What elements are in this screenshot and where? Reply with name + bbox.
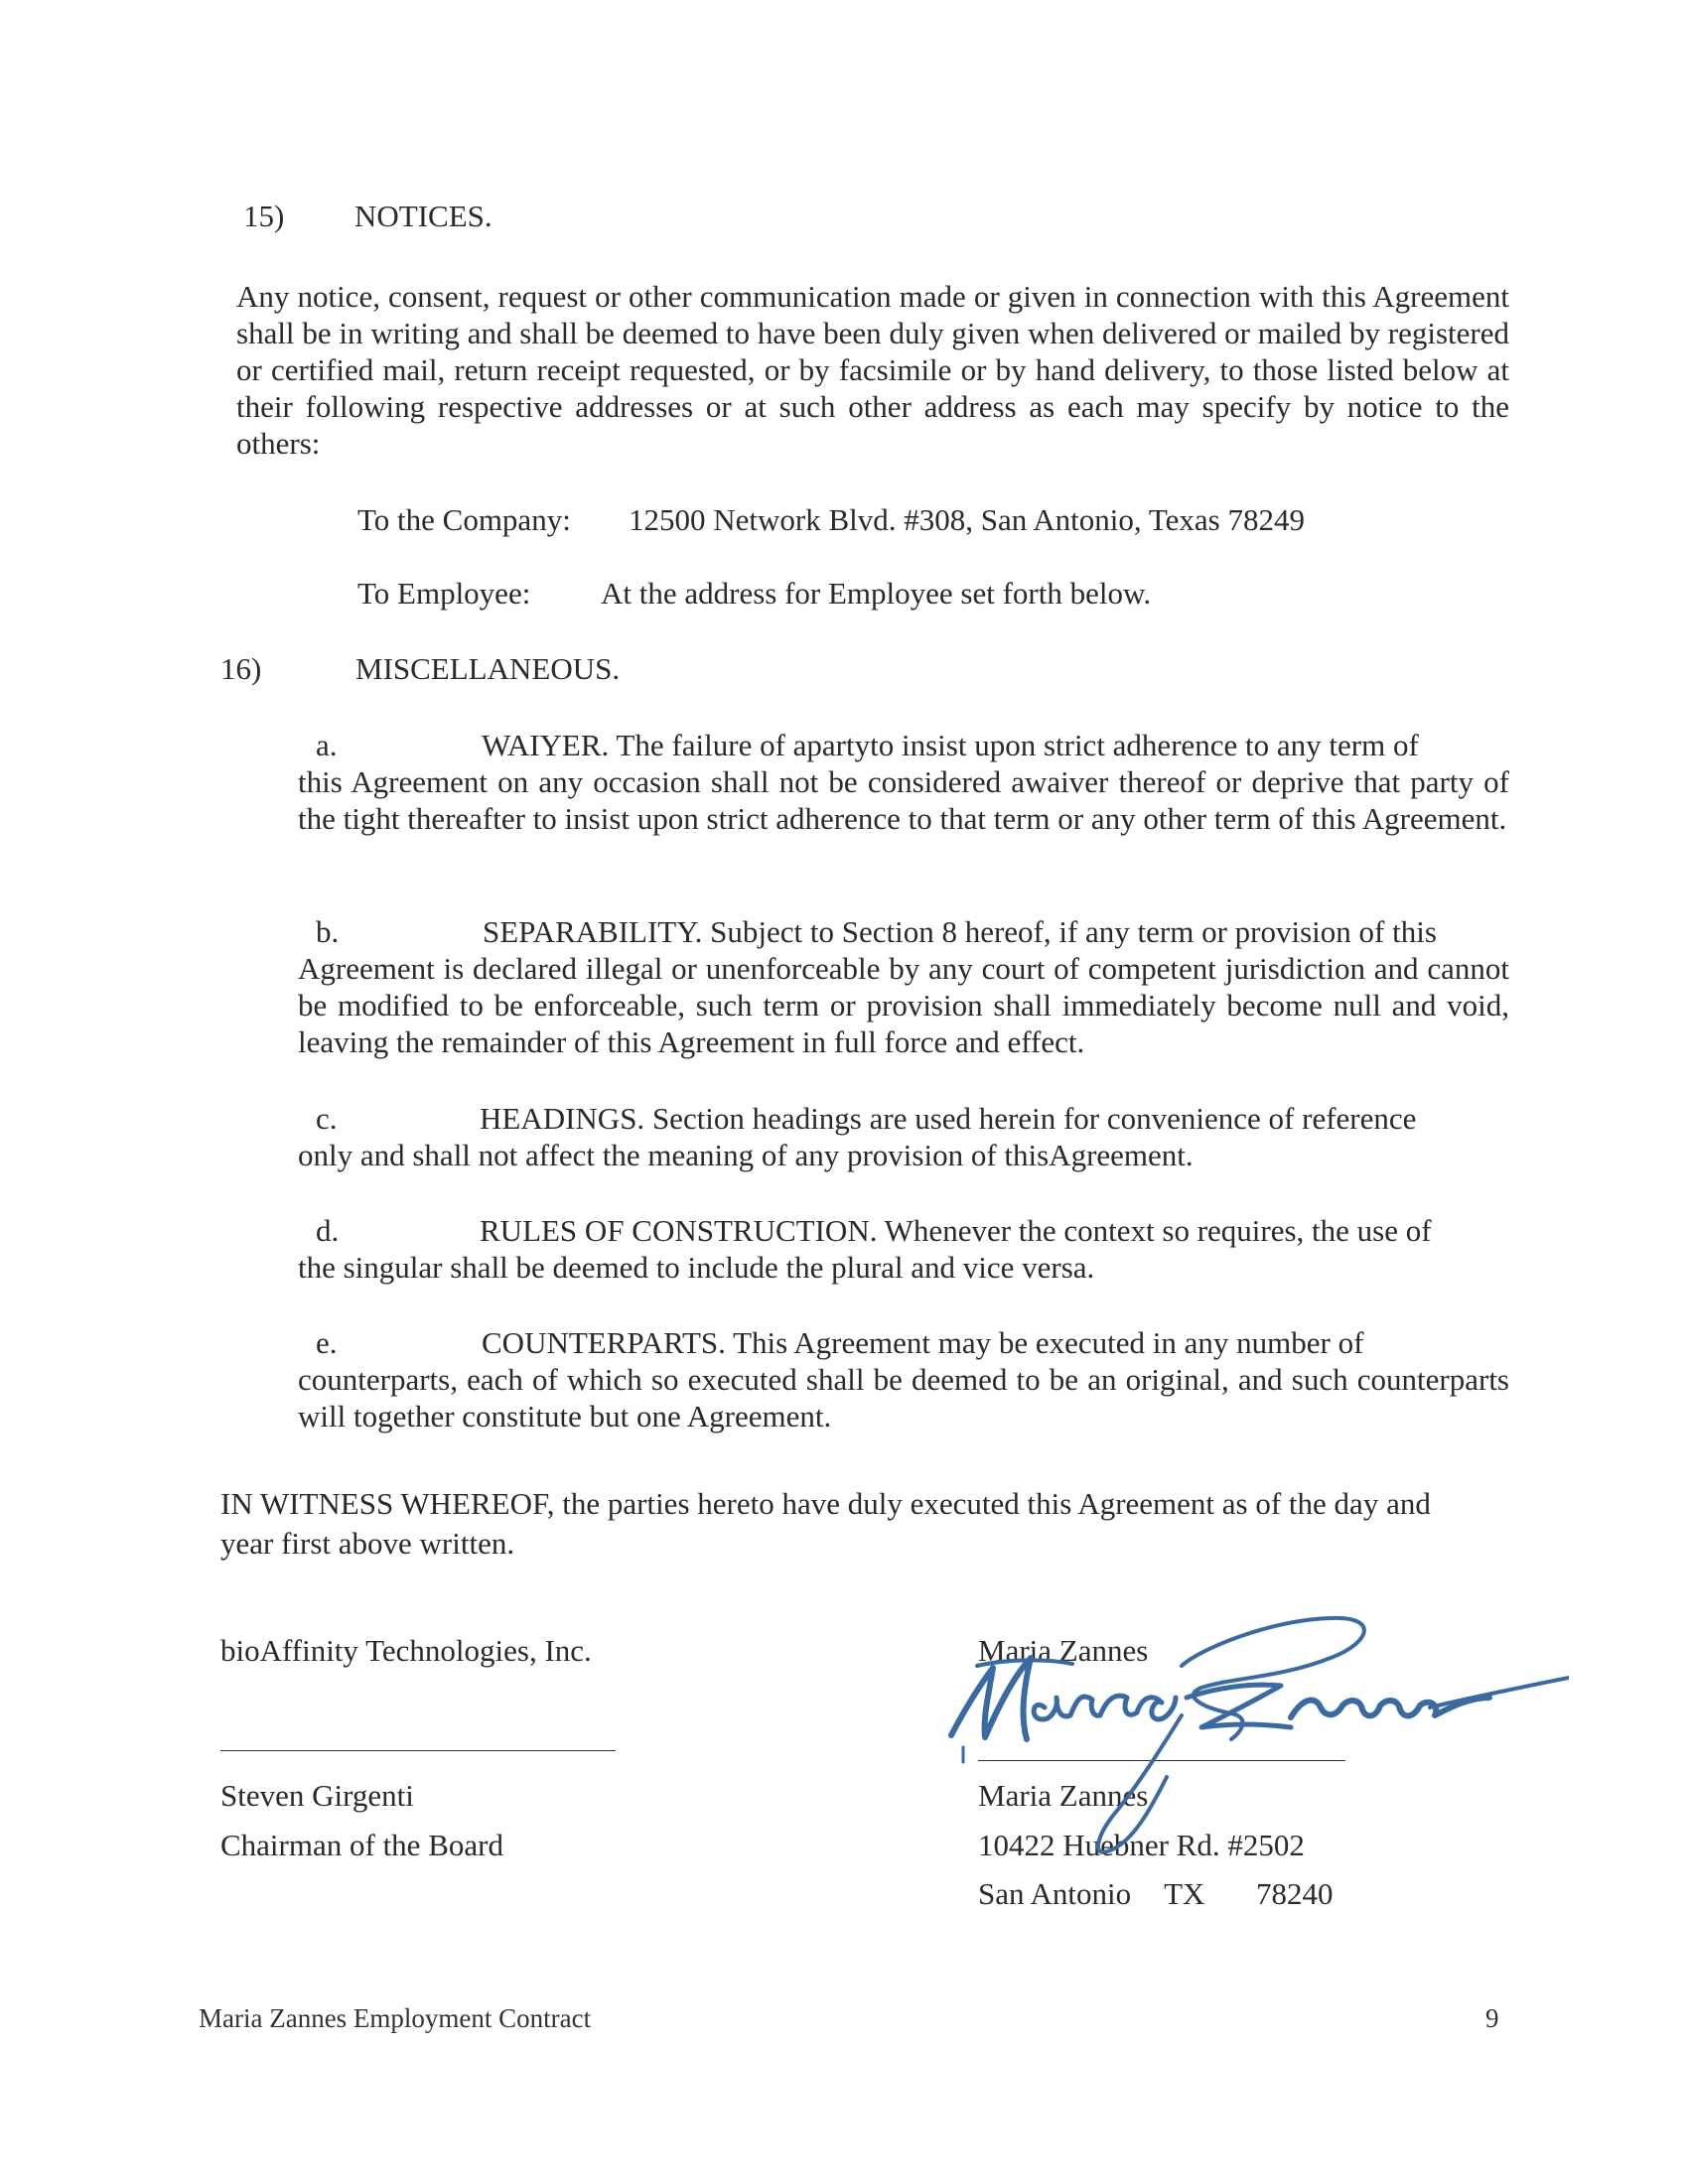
item-e-text: This Agreement may be executed in any number of xyxy=(733,1325,1364,1360)
item-c-letter: c. xyxy=(316,1101,338,1136)
item-e-letter: e. xyxy=(316,1325,338,1360)
item-d-rest: the singular shall be deemed to include the plural and vice versa. xyxy=(298,1250,1095,1285)
left-party-name: bioAffinity Technologies, Inc. xyxy=(220,1633,592,1668)
right-signer-city-line xyxy=(978,1875,1333,1912)
item-b-letter: b. xyxy=(316,914,340,949)
item-a-first-line xyxy=(482,727,1509,763)
footer-title: Maria Zannes Employment Contract xyxy=(199,2003,592,2033)
section-15-body: Any notice, consent, request or other communication made or given in connection with this Agreement shall be in writing and shall be deemed to have been duly given when delivered or mailed by registered or certified mail, return receipt requested, or by facsimile or by hand delivery, to those listed below at their following respective addresses or at such other address as each may specify by notice to the others: xyxy=(236,279,1509,461)
item-e-rest: counterparts, each of which so executed shall be deemed to be an original, and such counterparts will together constitute but one Agreement. xyxy=(298,1362,1509,1433)
item-c-text: Section headings are used herein for convenience of reference xyxy=(651,1101,1417,1136)
item-c-first-line xyxy=(480,1100,1509,1137)
item-b-heading: SEPARABILITY. xyxy=(483,914,703,949)
item-a-heading: WAIYER. xyxy=(482,728,610,762)
section-16-title: MISCELLANEOUS. xyxy=(355,651,621,686)
right-signer-name: Maria Zannes xyxy=(978,1778,1149,1813)
item-b-rest: Agreement is declared illegal or unenforceable by any court of competent jurisdiction and cannot be modified to be enforceable, such term or provision shall immediately become null and void, leaving the remainder of this Agreement in full force and effect. xyxy=(298,951,1509,1059)
item-d-text: Whenever the context so requires, the use of xyxy=(884,1213,1432,1248)
footer-page-number: 9 xyxy=(1485,2003,1499,2033)
item-d-first-line xyxy=(480,1212,1509,1249)
left-signer-name: Steven Girgenti xyxy=(220,1778,414,1813)
item-e-first-line xyxy=(482,1324,1509,1361)
section-16-number: 16) xyxy=(220,651,262,686)
right-signer-zip: 78240 xyxy=(1255,1876,1334,1911)
employee-label: To Employee: xyxy=(357,576,531,611)
item-c-rest: only and shall not affect the meaning of any provision of thisAgreement. xyxy=(298,1138,1194,1172)
handwritten-signature xyxy=(933,1549,1569,1876)
company-address: 12500 Network Blvd. #308, San Antonio, Texas 78249 xyxy=(629,502,1305,537)
item-b-text: Subject to Section 8 hereof, if any term or provision of this xyxy=(710,914,1437,949)
item-c-heading: HEADINGS. xyxy=(480,1101,645,1136)
right-party-name: Maria Zannes xyxy=(978,1633,1149,1668)
item-d-letter: d. xyxy=(316,1213,340,1248)
item-a-rest: this Agreement on any occasion shall not be considered awaiver thereof or deprive that party of the tight thereafter to insist upon strict adherence to that term or any other term of this Agreement. xyxy=(298,764,1509,836)
left-signature-line xyxy=(220,1750,616,1751)
right-signer-address: 10422 Huebner Rd. #2502 xyxy=(978,1828,1305,1862)
left-signer-title: Chairman of the Board xyxy=(220,1828,503,1862)
right-signer-city: San Antonio xyxy=(978,1876,1132,1911)
item-e-heading: COUNTERPARTS. xyxy=(482,1325,726,1360)
item-d-heading: RULES OF CONSTRUCTION. xyxy=(480,1213,878,1248)
right-signer-state: TX xyxy=(1164,1876,1205,1911)
item-b-first-line xyxy=(483,913,1509,950)
section-15-title: NOTICES. xyxy=(354,199,492,233)
employee-address: At the address for Employee set forth below. xyxy=(601,576,1152,611)
item-a-text: The failure of apartyto insist upon strict adherence to any term of xyxy=(616,728,1419,762)
company-label: To the Company: xyxy=(357,502,571,537)
item-a-letter: a. xyxy=(316,728,338,762)
witness-clause: IN WITNESS WHEREOF, the parties hereto have duly executed this Agreement as of the day and year first above written. xyxy=(220,1486,1431,1561)
section-15-number: 15) xyxy=(243,199,285,233)
